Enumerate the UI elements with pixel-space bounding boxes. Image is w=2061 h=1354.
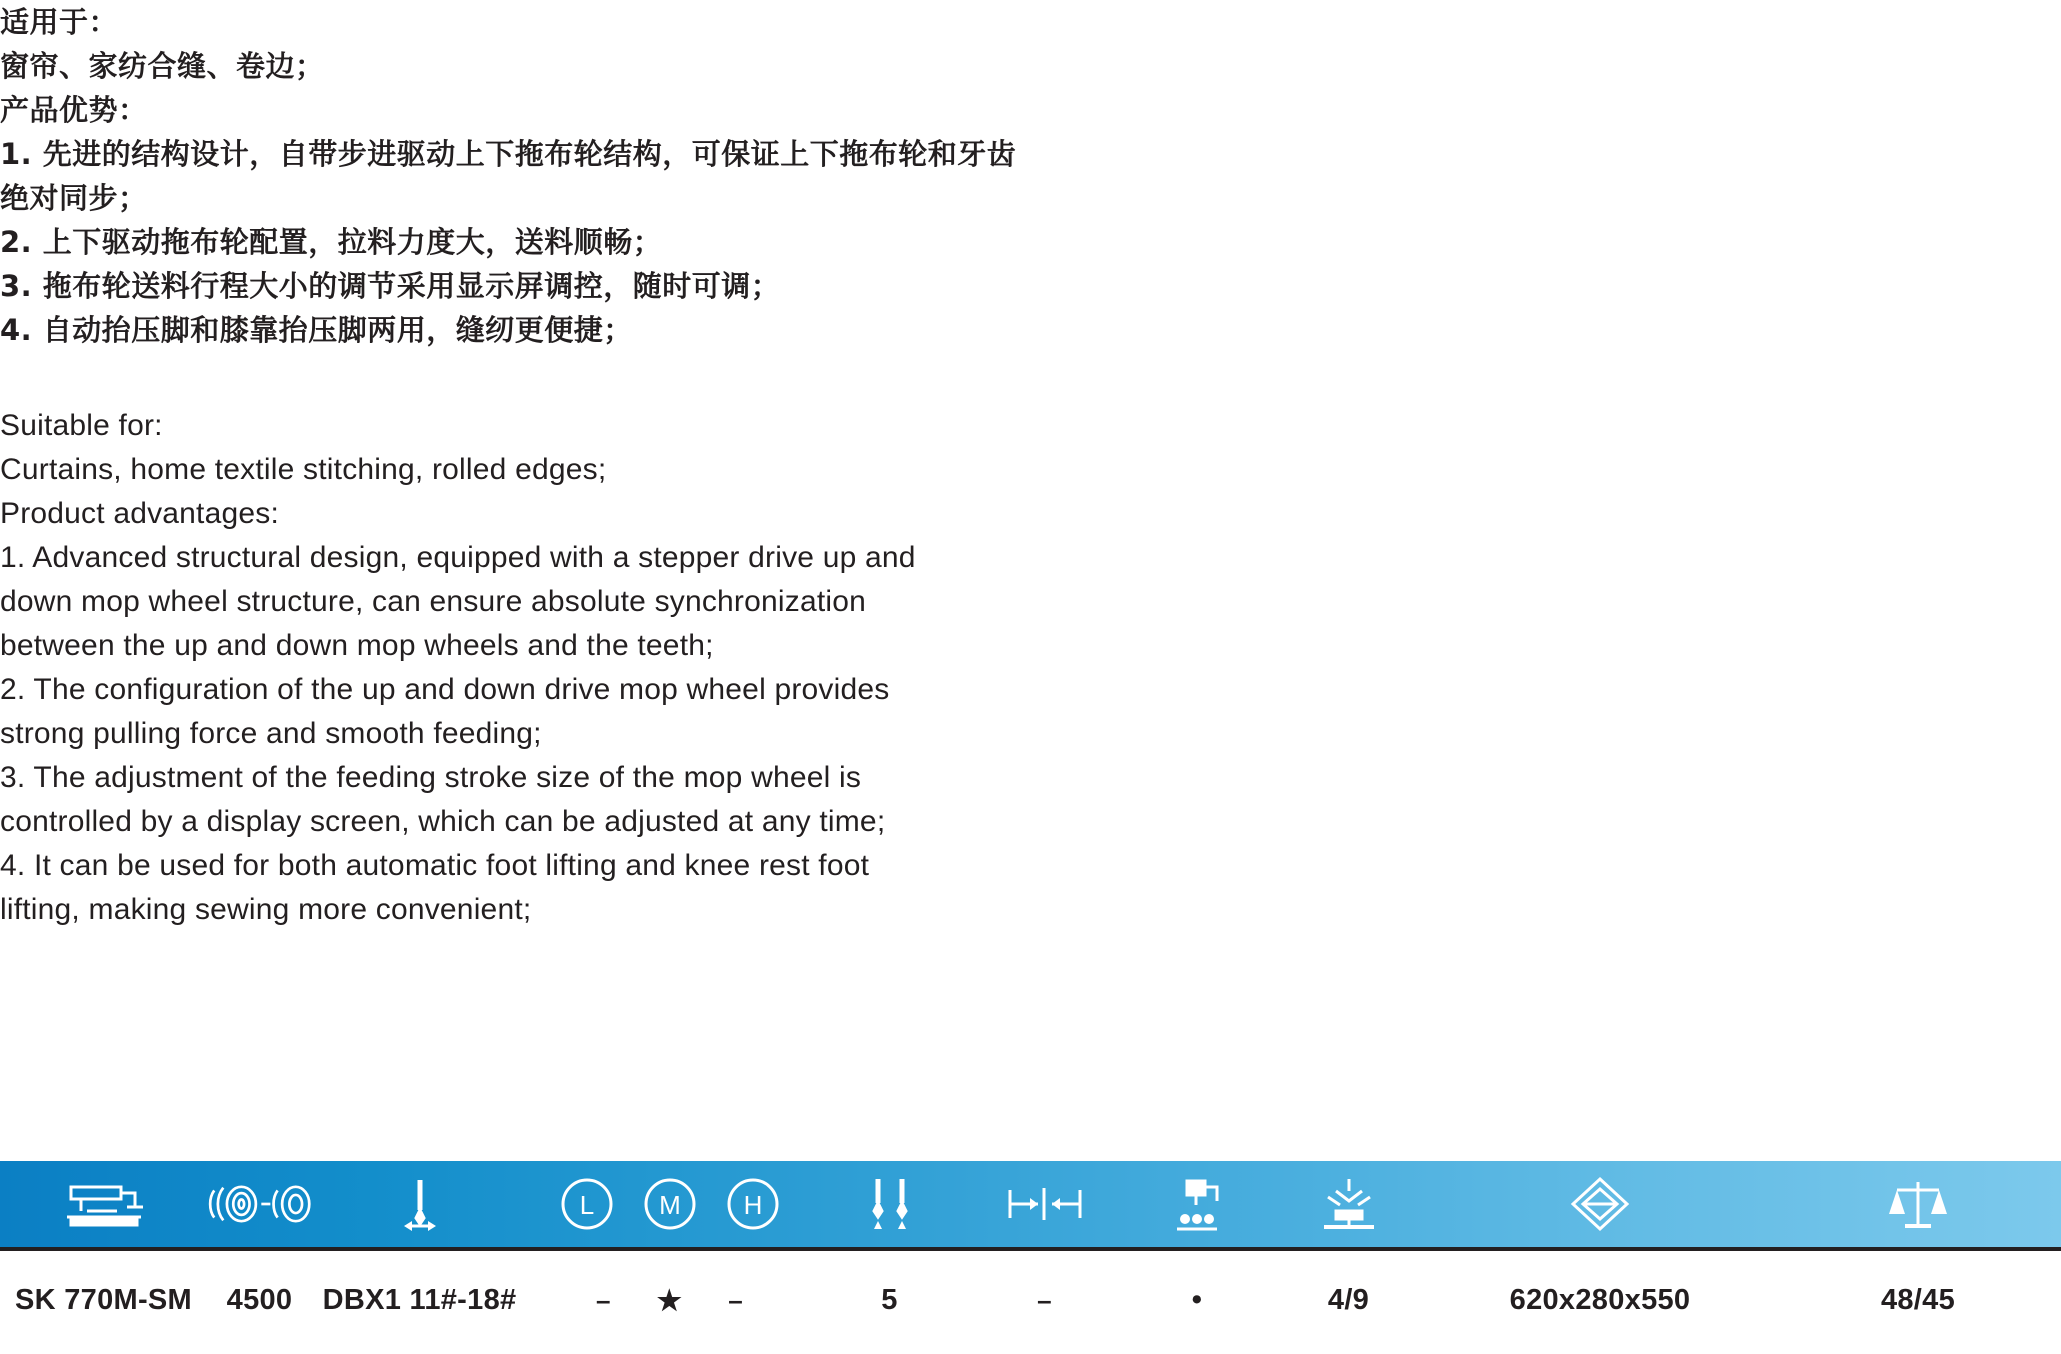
- en-line-5: between the up and down mop wheels and the teeth;: [0, 629, 714, 662]
- spec-value-thickness-heavy: –: [728, 1285, 743, 1315]
- spec-value-stitch-length: 5: [881, 1284, 898, 1316]
- spec-cell-weight: [1775, 1247, 2061, 1354]
- cn-line-1: 窗帘、家纺合缝、卷边；: [0, 49, 325, 83]
- spec-value-presser-lift: 4/9: [1327, 1284, 1370, 1316]
- spec-cell-model: [0, 1247, 207, 1354]
- stitch-length-icon: [967, 1161, 1122, 1247]
- spec-value-thickness-light: –: [596, 1285, 611, 1315]
- spec-value-model: SK 770M-SM: [14, 1284, 193, 1316]
- spec-cell-lubrication: [1122, 1247, 1272, 1354]
- spec-value-needle: DBX1 11#-18#: [322, 1284, 517, 1316]
- spec-cell-presser-lift: [1272, 1247, 1425, 1354]
- en-line-8: 3. The adjustment of the feeding stroke size of the mop wheel is: [0, 761, 862, 794]
- en-line-11: lifting, making sewing more convenient;: [0, 893, 532, 926]
- cn-line-2: 产品优势：: [0, 93, 148, 127]
- spec-cell-thickness: [527, 1247, 812, 1354]
- product-description-block: [0, 0, 1400, 932]
- speed-rpm-icon: [207, 1161, 312, 1247]
- en-line-3: 1. Advanced structural design, equipped with a stepper drive up and: [0, 541, 916, 574]
- cn-line-3: 1. 先进的结构设计，自带步进驱动上下拖布轮结构，可保证上下拖布轮和牙齿: [0, 137, 1017, 171]
- en-line-10: 4. It can be used for both automatic foot lifting and knee rest foot: [0, 849, 870, 882]
- spec-values-row: [0, 1247, 2061, 1354]
- presser-foot-lift-icon: [1272, 1161, 1425, 1247]
- svg-text:M: M: [658, 1190, 681, 1220]
- spec-value-weight: 48/45: [1880, 1284, 1956, 1316]
- cn-line-5: 2. 上下驱动拖布轮配置，拉料力度大，送料顺畅；: [0, 225, 663, 259]
- cn-line-0: 适用于：: [0, 5, 119, 39]
- en-line-9: controlled by a display screen, which can be adjusted at any time;: [0, 805, 886, 838]
- spec-cell-dimensions: [1425, 1247, 1775, 1354]
- machine-dimensions-icon: [1425, 1161, 1775, 1247]
- en-line-0: Suitable for:: [0, 409, 163, 442]
- en-line-4: down mop wheel structure, can ensure absolute synchronization: [0, 585, 867, 618]
- en-line-2: Product advantages:: [0, 497, 279, 530]
- spec-value-lubrication: •: [1191, 1284, 1203, 1316]
- spec-value-dimensions: 620x280x550: [1509, 1284, 1691, 1316]
- cn-line-6: 3. 拖布轮送料行程大小的调节采用显示屏调控，随时可调；: [0, 269, 781, 303]
- spec-cell-needle: [312, 1247, 527, 1354]
- needle-type-icon: [312, 1161, 527, 1247]
- spec-value-gauge: –: [1037, 1285, 1052, 1315]
- sewing-machine-icon: [0, 1161, 207, 1247]
- spec-cell-gauge: [967, 1247, 1122, 1354]
- oil-lubrication-icon: [1122, 1161, 1272, 1247]
- cn-line-7: 4. 自动抬压脚和膝靠抬压脚两用，缝纫更便捷；: [0, 313, 633, 347]
- svg-text:H: H: [743, 1190, 762, 1220]
- spec-cell-speed: [207, 1247, 312, 1354]
- en-line-6: 2. The configuration of the up and down drive mop wheel provides: [0, 673, 890, 706]
- needle-gauge-icon: [812, 1161, 967, 1247]
- en-line-1: Curtains, home textile stitching, rolled edges;: [0, 453, 607, 486]
- spec-icon-bar: [0, 1161, 2061, 1247]
- spec-cell-stitch-length: [812, 1247, 967, 1354]
- weight-scale-icon: [1775, 1161, 2061, 1247]
- spec-value-speed: 4500: [226, 1284, 293, 1316]
- cn-line-4: 绝对同步；: [0, 181, 148, 215]
- material-thickness-lmh-icon: [527, 1161, 812, 1247]
- en-line-7: strong pulling force and smooth feeding;: [0, 717, 542, 750]
- svg-text:L: L: [579, 1190, 594, 1220]
- spec-value-thickness-medium: ★: [656, 1284, 683, 1316]
- section-gap: [0, 352, 1400, 404]
